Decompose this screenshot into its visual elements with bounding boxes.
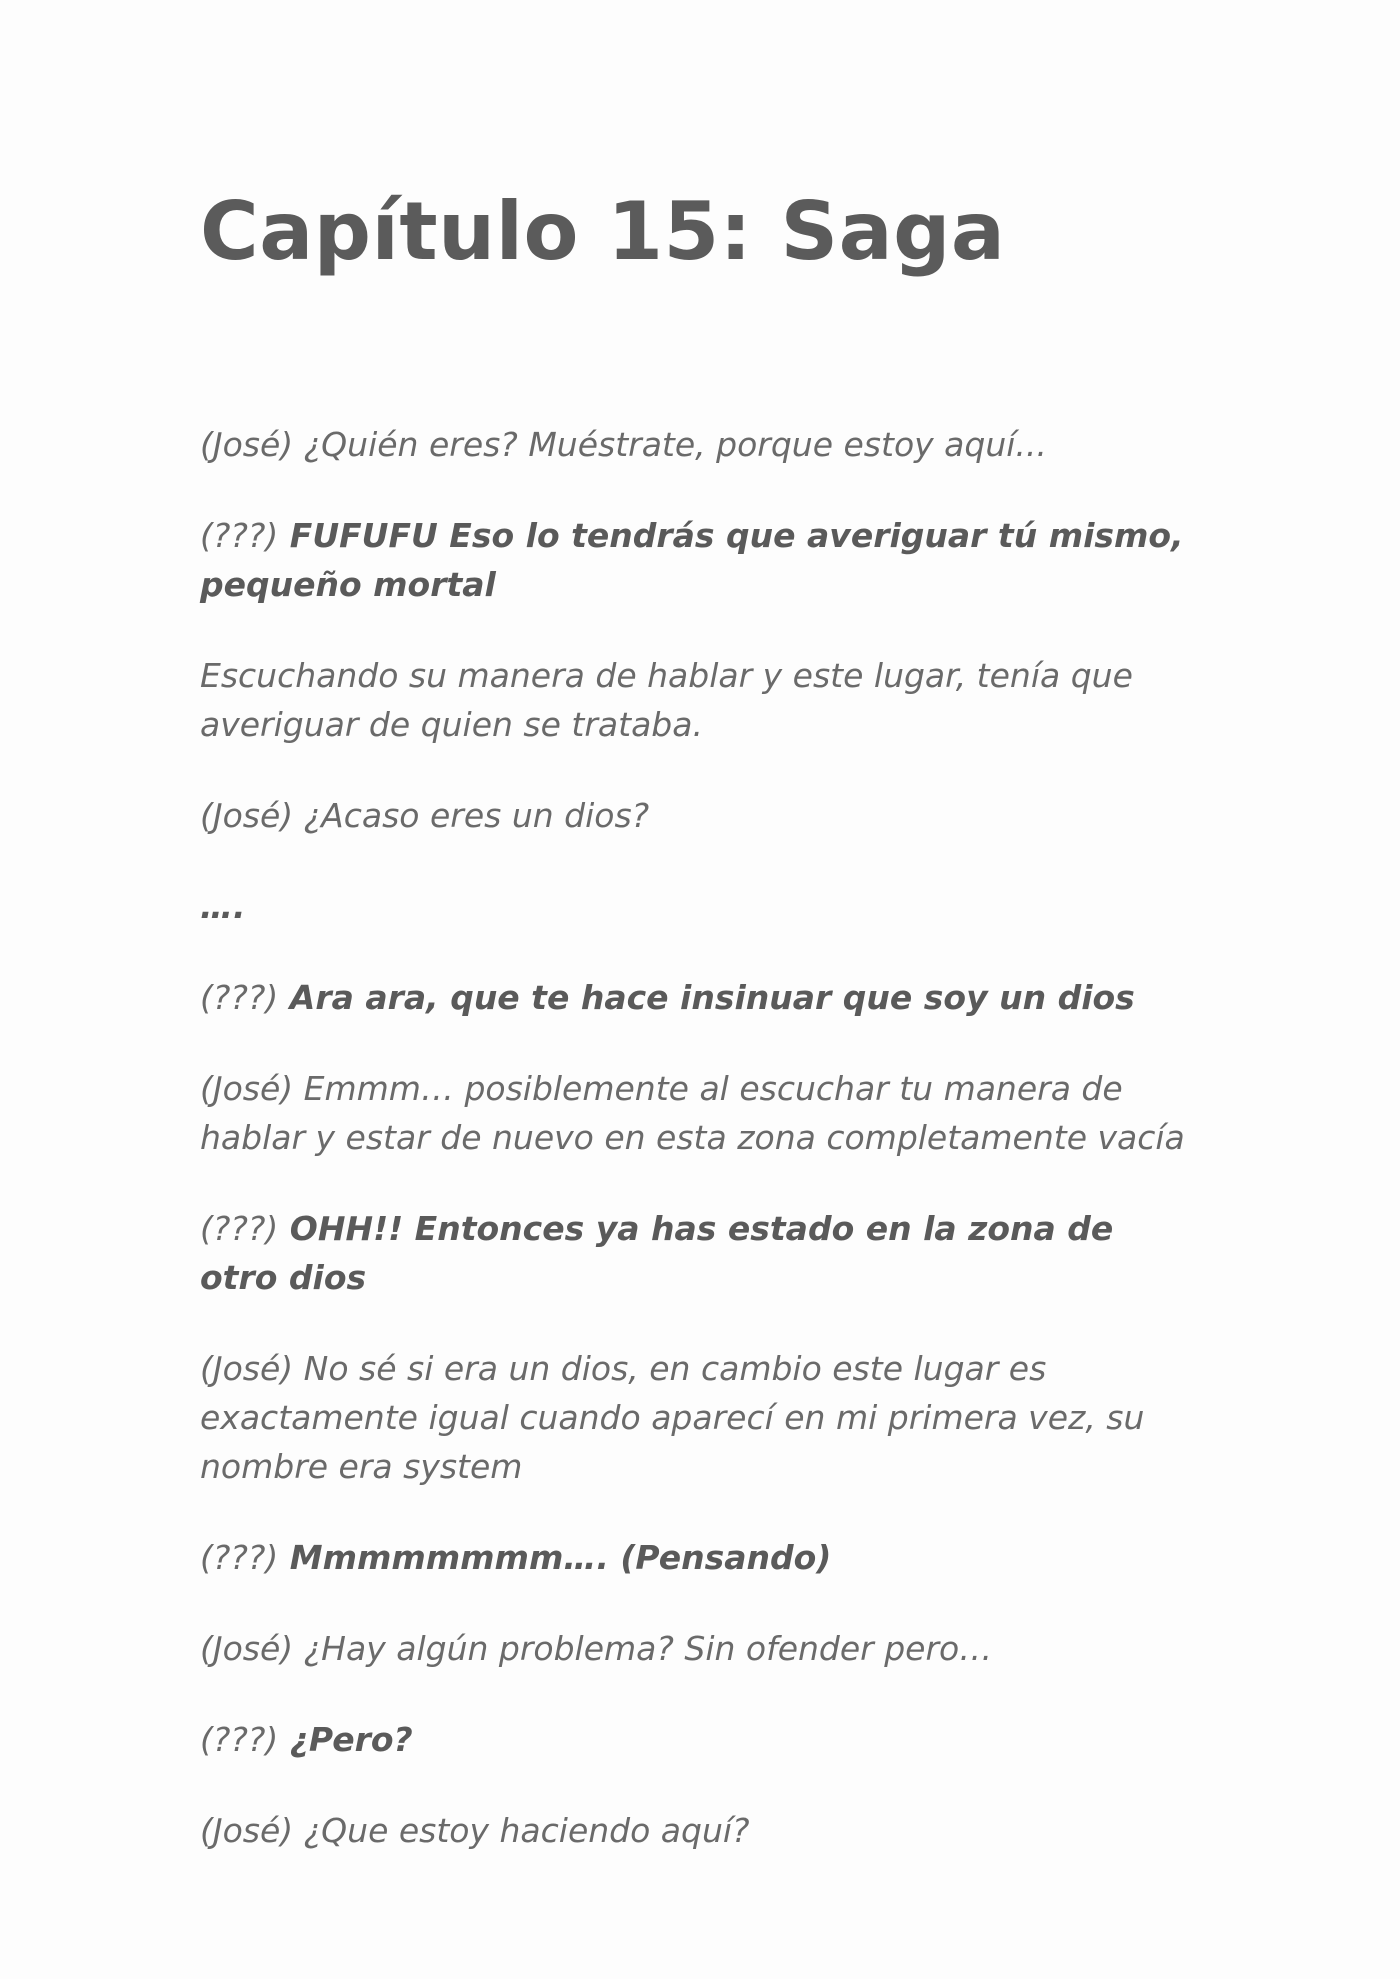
dialogue-text: ¿Que estoy haciendo aquí? (293, 1811, 750, 1850)
dialogue-text: ¿Acaso eres un dios? (293, 796, 650, 835)
paragraph (200, 1533, 1200, 1582)
speaker-label: (???) (200, 1538, 279, 1577)
dialogue-text: ¿Quién eres? Muéstrate, porque estoy aquí... (293, 425, 1047, 464)
paragraph (200, 420, 1200, 469)
paragraph (200, 1344, 1200, 1491)
speaker-label: (???) (200, 1209, 279, 1248)
paragraph (200, 1715, 1200, 1764)
paragraph (200, 882, 1200, 931)
speaker-label: (José) (200, 1811, 294, 1850)
paragraph (200, 1806, 1200, 1855)
paragraph (200, 1624, 1200, 1673)
speaker-label: (José) (200, 1629, 294, 1668)
paragraph (200, 791, 1200, 840)
chapter-title: Capítulo 15: Saga (200, 185, 1006, 278)
speaker-label: (???) (200, 978, 279, 1017)
paragraph (200, 973, 1200, 1022)
ellipsis-text: …. (200, 887, 246, 926)
speaker-label: (José) (200, 1069, 294, 1108)
narration-text: Escuchando su manera de hablar y este lugar, tenía que averiguar de quien se trataba. (200, 656, 1133, 744)
dialogue-text: OHH!! Entonces ya has estado en la zona de otro dios (200, 1209, 1114, 1297)
dialogue-text: Ara ara, que te hace insinuar que soy un dios (278, 978, 1135, 1017)
speaker-label: (???) (200, 1720, 279, 1759)
paragraph (200, 1204, 1200, 1302)
dialogue-text: No sé si era un dios, en cambio este lugar es exactamente igual cuando aparecí en mi primera vez, su nombre era system (200, 1349, 1145, 1486)
dialogue-text: ¿Hay algún problema? Sin ofender pero… (293, 1629, 993, 1668)
dialogue-text: Emmm… posiblemente al escuchar tu manera de hablar y estar de nuevo en esta zona completamente vacía (200, 1069, 1185, 1157)
speaker-label: (José) (200, 796, 294, 835)
paragraph (200, 511, 1200, 609)
dialogue-text: ¿Pero? (278, 1720, 413, 1759)
dialogue-text: Mmmmmmmm…. (Pensando) (278, 1538, 832, 1577)
speaker-label: (???) (200, 516, 279, 555)
speaker-label: (José) (200, 425, 294, 464)
dialogue-text: FUFUFU Eso lo tendrás que averiguar tú mismo, pequeño mortal (200, 516, 1184, 604)
speaker-label: (José) (200, 1349, 294, 1388)
paragraph (200, 651, 1200, 749)
chapter-body (200, 420, 1200, 1897)
paragraph (200, 1064, 1200, 1162)
